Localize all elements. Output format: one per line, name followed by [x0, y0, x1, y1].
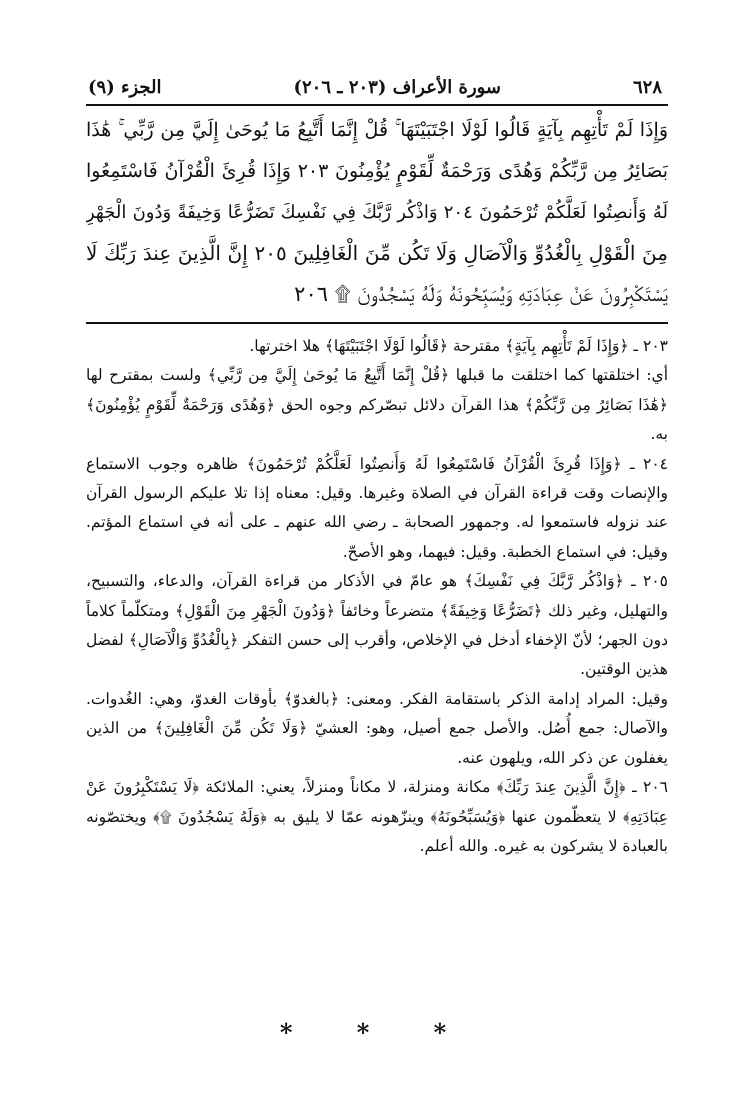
tafsir-paragraph-206: ٢٠٦ ـ ﴿إِنَّ الَّذِينَ عِندَ رَبِّكَ﴾ مكانة ومنزلة، لا مكاناً ومنزلاً، يعني: الملائكة ﴿لَا يَسْتَكْبِرُونَ عَنْ عِبَادَتِهِ﴾ لا يتعظّمون عنها ﴿وَيُسَبِّحُونَهُ﴾ وينزّهونه عمّا لا يليق به ﴿وَلَهُ يَسْجُدُونَ ۩﴾ ويختصّونه بالعبادة لا يشركون به غيره. والله أعلم.: [86, 778, 668, 855]
separator-rule: [86, 322, 668, 324]
quran-text-block: [86, 110, 668, 315]
quran-line: يَسْتَكْبِرُونَ عَنْ عِبَادَتِهِ وَيُسَبِّحُونَهُ وَلَهُ يَسْجُدُونَ ۩ ٢٠٦: [294, 282, 668, 306]
section-end-marks: * * *: [279, 1018, 475, 1047]
quran-line: مِنَ الْقَوْلِ بِالْغُدُوِّ وَالْآصَالِ وَلَا تَكُن مِّنَ الْغَافِلِينَ ٢٠٥ إِنَّ الَّذِينَ عِندَ رَبِّكَ لَا: [86, 241, 668, 265]
page-header: [88, 72, 662, 102]
tafsir-paragraph-203-cont: أي: اختلقتها كما اختلقت ما قبلها ﴿قُلْ إِنَّمَا أَتَّبِعُ مَا يُوحَىٰ إِلَيَّ مِن رَّبِّي﴾ ولست بمقترح لها ﴿هَٰذَا بَصَائِرُ مِن رَّبِّكُمْ﴾ هذا القرآن دلائل تبصّركم وجوه الحق ﴿وَهُدًى وَرَحْمَةٌ لِّقَوْمٍ يُؤْمِنُونَ﴾ به.: [86, 366, 668, 444]
tafsir-paragraph-205-cont: وقيل: المراد إدامة الذكر باستقامة الفكر. ومعنى: ﴿بالغدوّ﴾ بأوقات الغدوّ، وهي: الغُدوات. والآصال: جمع أُصُل. والأصل جمع أصيل، وهو: العشيّ ﴿وَلَا تَكُن مِّنَ الْغَافِلِينَ﴾ من الذين يغفلون عن ذكر الله، ويلهون عنه.: [86, 689, 668, 767]
surah-title: سورة الأعراف (٢٠٣ ـ ٢٠٦): [293, 76, 502, 98]
tafsir-text-block: [86, 332, 668, 861]
quran-line: وَإِذَا لَمْ تَأْتِهِم بِآيَةٍ قَالُوا لَوْلَا اجْتَبَيْتَهَا ۚ قُلْ إِنَّمَا أَتَّبِعُ مَا يُوحَىٰ إِلَيَّ مِن رَّبِّي ۚ هَٰذَا: [86, 119, 668, 141]
header-rule: [86, 104, 668, 106]
tafsir-paragraph-203: ٢٠٣ ـ ﴿وَإِذَا لَمْ تَأْتِهِم بِآيَةٍ﴾ مقترحة ﴿قَالُوا لَوْلَا اجْتَبَيْتَهَا﴾ هلا اخترتها.: [249, 337, 668, 355]
tafsir-paragraph-204: ٢٠٤ ـ ﴿وَإِذَا قُرِئَ الْقُرْآنُ فَاسْتَمِعُوا لَهُ وَأَنصِتُوا لَعَلَّكُمْ تُرْحَمُونَ﴾ ظاهره وجوب الاستماع والإنصات وقت قراءة القرآن في الصلاة وغيرها. وقيل: معناه إذا تلا عليكم الرسول القرآن عند نزوله فاستمعوا له. وجمهور الصحابة ـ رضي الله عنهم ـ على أنه في استماع المؤتم. وقيل: في استماع الخطبة. وقيل: فيهما، وهو الأصحّ.: [86, 454, 668, 561]
quran-line: بَصَائِرُ مِن رَّبِّكُمْ وَهُدًى وَرَحْمَةٌ لِّقَوْمٍ يُؤْمِنُونَ ٢٠٣ وَإِذَا قُرِئَ الْقُرْآنُ فَاسْتَمِعُوا: [86, 160, 668, 182]
juz-label: الجزء (٩): [88, 76, 162, 98]
page-number: ٦٢٨: [632, 76, 662, 98]
tafsir-paragraph-205: ٢٠٥ ـ ﴿وَاذْكُر رَّبَّكَ فِي نَفْسِكَ﴾ هو عامّ في الأذكار من قراءة القرآن، والدعاء، والتسبيح، والتهليل، وغير ذلك ﴿تَضَرُّعًا وَخِيفَةً﴾ متضرعاً وخائفاً ﴿وَدُونَ الْجَهْرِ مِنَ الْقَوْلِ﴾ ومتكلّماً كلاماً دون الجهر؛ لأنّ الإخفاء أدخل في الإخلاص، وأقرب إلى حسن التفكر ﴿بِالْغُدُوِّ وَالْآصَالِ﴾ لفضل هذين الوقتين.: [86, 572, 668, 679]
quran-line: لَهُ وَأَنصِتُوا لَعَلَّكُمْ تُرْحَمُونَ ٢٠٤ وَاذْكُر رَّبَّكَ فِي نَفْسِكَ تَضَرُّعًا وَخِيفَةً وَدُونَ الْجَهْرِ: [86, 202, 668, 223]
